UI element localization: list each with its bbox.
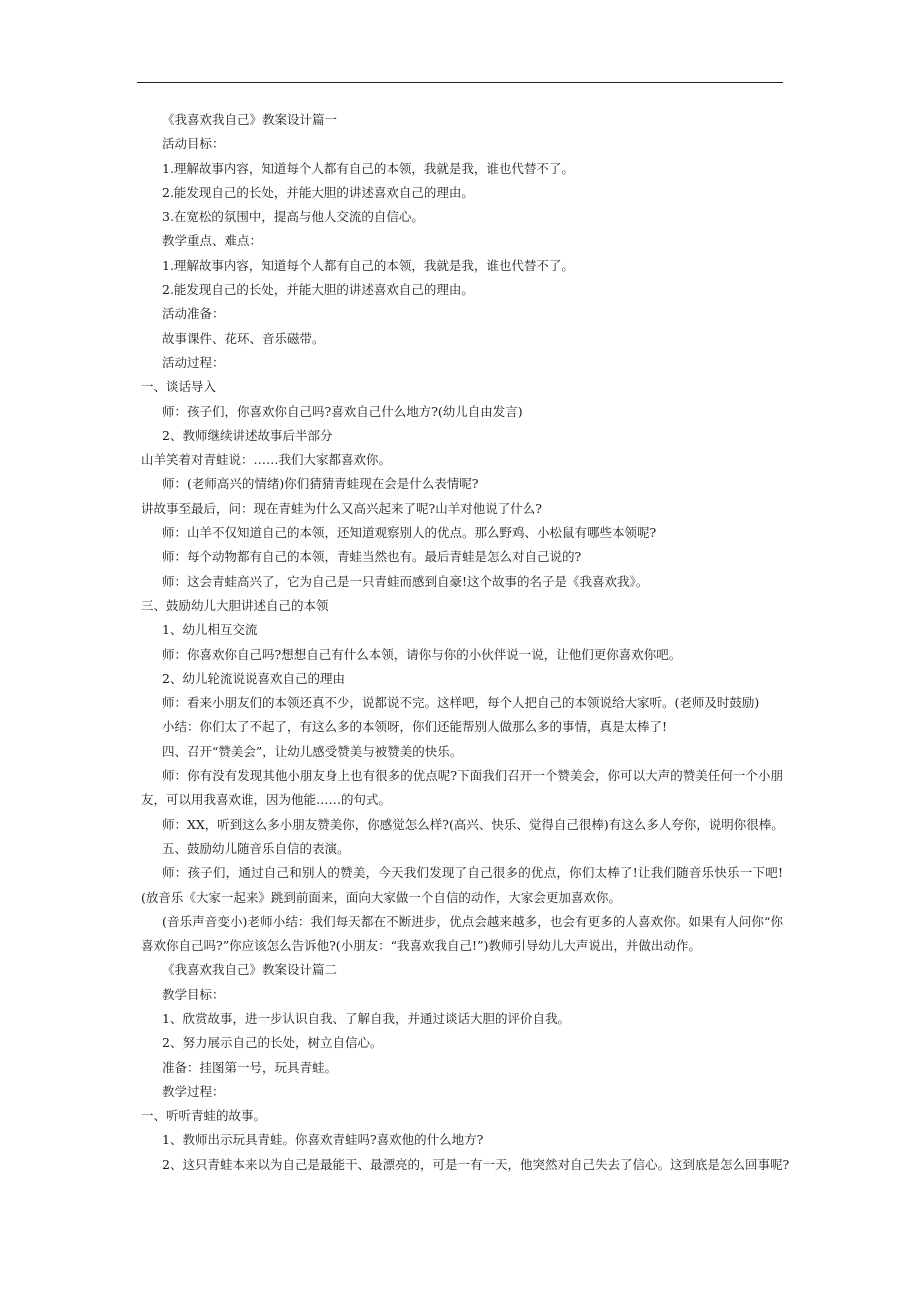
text-line: 1、教师出示玩具青蛙。你喜欢青蛙吗?喜欢他的什么地方? xyxy=(162,1132,484,1148)
text-line: 2、幼儿轮流说说喜欢自己的理由 xyxy=(162,670,345,686)
heading-activity-goals: 活动目标： xyxy=(162,136,225,152)
text-line: 1、欣赏故事，进一步认识自我、了解自我，并通过谈话大胆的评价自我。 xyxy=(162,1010,570,1026)
section-heading: 一、谈话导入 xyxy=(141,379,217,395)
text-line: 师：这会青蛙高兴了，它为自己是一只青蛙而感到自豪!这个故事的名子是《我喜欢我》。 xyxy=(162,573,649,589)
heading-teaching-goals: 教学目标： xyxy=(162,986,225,1002)
section-heading: 一、听听青蛙的故事。 xyxy=(141,1108,267,1124)
text-line: 师：XX，听到这么多小朋友赞美你，你感觉怎么样?(高兴、快乐、觉得自己很棒)有这么多人夸你，说明你很棒。 xyxy=(162,816,784,832)
text-line: 小结：你们太了不起了，有这么多的本领呀，你们还能帮别人做那么多的事情，真是太棒了! xyxy=(162,719,668,735)
heading-teaching-process: 教学过程： xyxy=(162,1083,225,1099)
section-heading: 四、召开“赞美会”，让幼儿感受赞美与被赞美的快乐。 xyxy=(162,743,463,759)
text-line: 2、这只青蛙本来以为自己是最能干、最漂亮的，可是一有一天，他突然对自己失去了信心。这到底是怎么回事呢? xyxy=(162,1156,790,1172)
doc-title-2: 《我喜欢我自己》教案设计篇二 xyxy=(162,962,338,978)
heading-preparation: 活动准备： xyxy=(162,306,225,322)
heading-process: 活动过程： xyxy=(162,354,225,370)
text-line: 师：(老师高兴的情绪)你们猜猜青蛙现在会是什么表情呢? xyxy=(162,476,479,492)
text-line: 故事课件、花环、音乐磁带。 xyxy=(162,330,325,346)
text-line: 2.能发现自己的长处，并能大胆的讲述喜欢自己的理由。 xyxy=(162,184,474,200)
doc-title: 《我喜欢我自己》教案设计篇一 xyxy=(162,112,338,127)
heading-key-points: 教学重点、难点： xyxy=(162,233,263,249)
document-body xyxy=(141,108,790,1177)
paragraph: (音乐声音变小)老师小结：我们每天都在不断进步，优点会越来越多，也会有更多的人喜欢你。如果有人问你“你喜欢你自己吗?”你应该怎么告诉他?(小朋友：“我喜欢我自己!”)教师引导幼儿大声说出，并做出动作。 xyxy=(141,913,783,954)
text-line: 1.理解故事内容，知道每个人都有自己的本领，我就是我，谁也代替不了。 xyxy=(162,257,574,273)
header-rule xyxy=(137,82,783,83)
text-line: 山羊笑着对青蛙说：……我们大家都喜欢你。 xyxy=(141,452,392,468)
text-line: 准备：挂图第一号，玩具青蛙。 xyxy=(162,1059,338,1075)
text-line: 师：看来小朋友们的本领还真不少，说都说不完。这样吧，每个人把自己的本领说给大家听。(老师及时鼓励) xyxy=(162,695,760,711)
text-line: 师：山羊不仅知道自己的本领，还知道观察别人的优点。那么野鸡、小松鼠有哪些本领呢? xyxy=(162,525,657,541)
text-line: 1.理解故事内容，知道每个人都有自己的本领，我就是我，谁也代替不了。 xyxy=(162,160,574,176)
section-heading: 五、鼓励幼儿随音乐自信的表演。 xyxy=(162,840,350,856)
paragraph: 师：孩子们，通过自己和别人的赞美，今天我们发现了自己很多的优点，你们太棒了!让我们随音乐快乐一下吧!(放音乐《大家一起来》跳到前面来，面向大家做一个自信的动作，大家会更加喜欢你。 xyxy=(141,865,783,905)
text-line: 3.在宽松的氛围中，提高与他人交流的自信心。 xyxy=(162,209,424,225)
section-heading: 三、鼓励幼儿大胆讲述自己的本领 xyxy=(141,597,329,613)
text-line: 师：你喜欢你自己吗?想想自己有什么本领，请你与你的小伙伴说一说，让他们更你喜欢你吧。 xyxy=(162,646,682,662)
text-line: 师：每个动物都有自己的本领，青蛙当然也有。最后青蛙是怎么对自己说的? xyxy=(162,549,582,565)
text-line: 2.能发现自己的长处，并能大胆的讲述喜欢自己的理由。 xyxy=(162,282,474,298)
paragraph: 师：你有没有发现其他小朋友身上也有很多的优点呢?下面我们召开一个赞美会，你可以大声的赞美任何一个小朋友，可以用我喜欢谁，因为他能……的句式。 xyxy=(141,768,783,808)
text-line: 2、教师继续讲述故事后半部分 xyxy=(162,427,333,443)
text-line: 1、幼儿相互交流 xyxy=(162,622,258,638)
text-line: 讲故事至最后，问：现在青蛙为什么又高兴起来了呢?山羊对他说了什么? xyxy=(141,500,542,516)
text-line: 师：孩子们，你喜欢你自己吗?喜欢自己什么地方?(幼儿自由发言) xyxy=(162,403,523,419)
text-line: 2、努力展示自己的长处，树立自信心。 xyxy=(162,1035,383,1051)
